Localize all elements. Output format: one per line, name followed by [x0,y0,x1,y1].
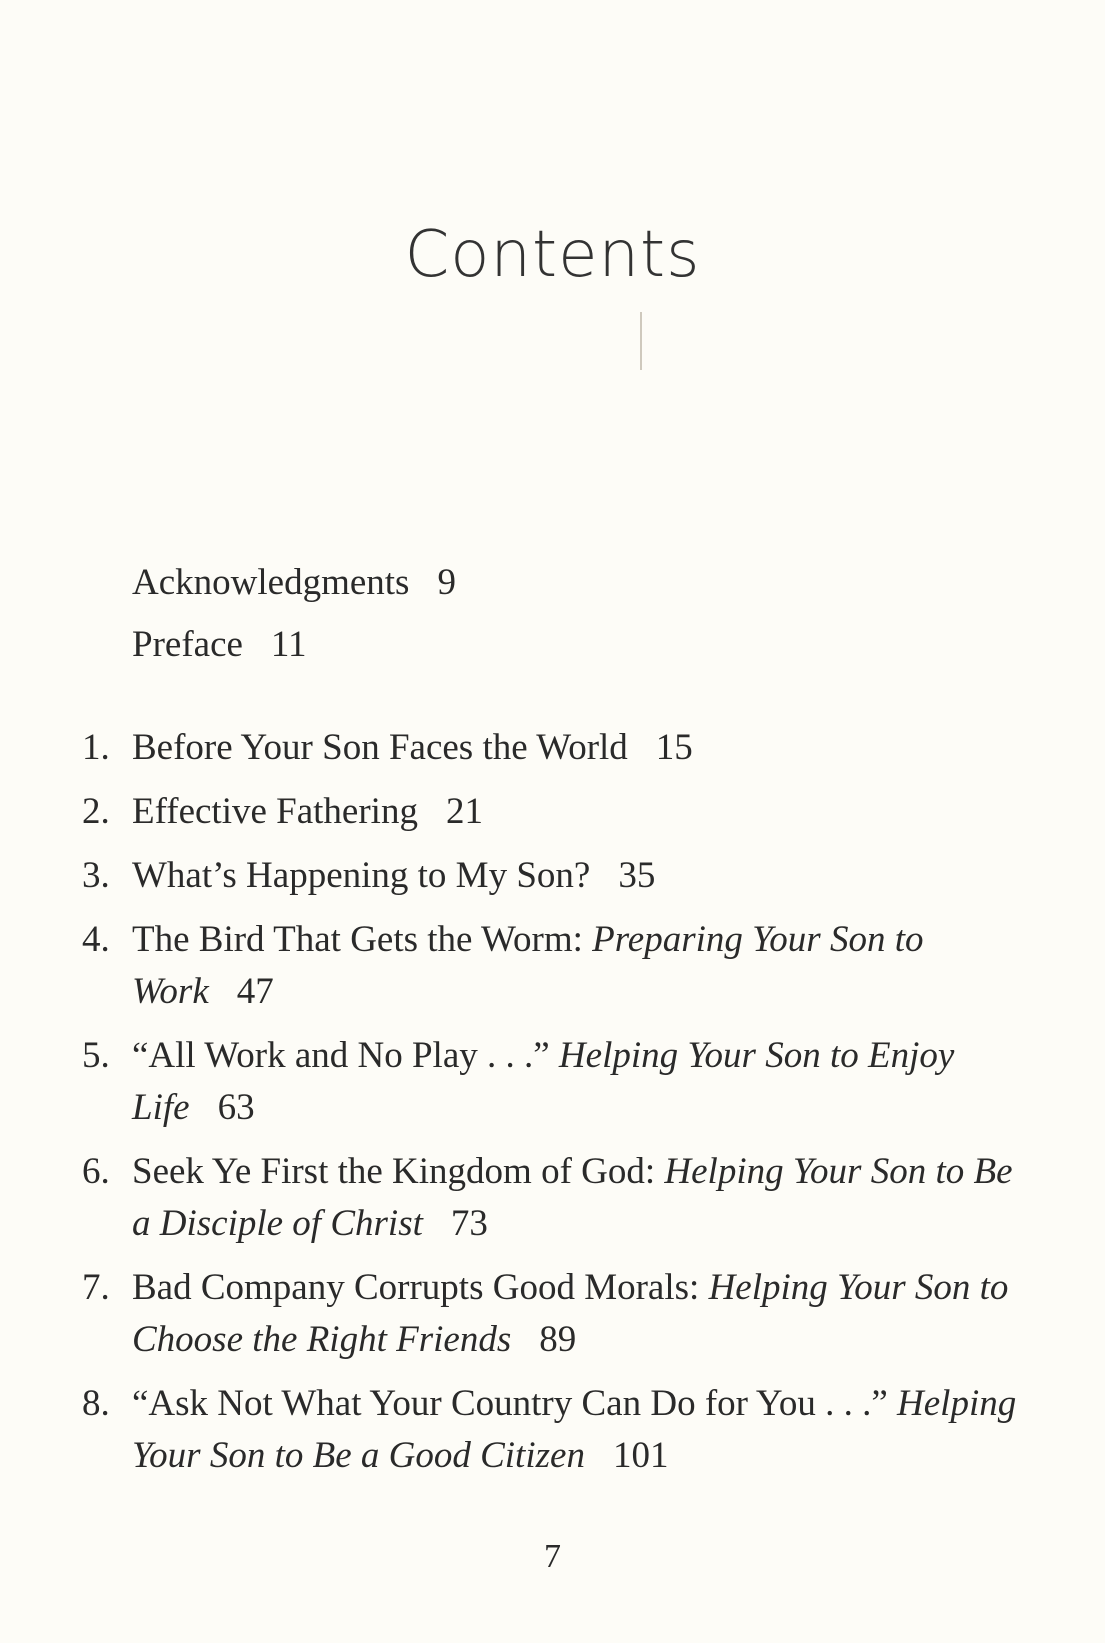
chapter-number: 6. [82,1151,110,1192]
chapter-entry [82,914,1022,1018]
front-matter-item [132,614,456,676]
chapter-page: 101 [612,1435,669,1476]
chapter-entry [82,786,1022,838]
chapter-page: 47 [236,971,274,1012]
chapter-entry [82,1146,1022,1250]
chapter-number: 2. [82,791,110,832]
front-matter-item [132,552,456,614]
chapter-number: 1. [82,727,110,768]
chapter-title: Bad Company Corrupts Good Morals: [132,1267,700,1308]
page-title: Contents [404,218,701,292]
chapter-text [132,722,1022,774]
chapter-page: 15 [655,727,693,768]
chapter-number: 4. [82,919,110,960]
chapter-page: 89 [539,1319,577,1360]
chapter-entry [82,722,1022,774]
chapter-text [132,1262,1022,1366]
front-matter-label: Acknowledgments [132,562,410,603]
chapter-title: “All Work and No Play . . .” [132,1035,550,1076]
chapter-entry [82,1262,1022,1366]
chapter-title: “Ask Not What Your Country Can Do for You . . .” [132,1383,888,1424]
chapter-subtitle: Helping Your Son to Be a Disciple of Christ [132,1151,1013,1244]
chapter-entry [82,1378,1022,1482]
chapter-list [82,722,1022,1494]
chapter-page: 63 [217,1087,255,1128]
front-matter-page: 9 [437,562,456,603]
page-number: 7 [544,1538,561,1575]
chapter-page: 35 [618,855,656,896]
chapter-number: 7. [82,1267,110,1308]
chapter-text [132,850,1022,902]
chapter-subtitle: Helping Your Son to Choose the Right Friends [132,1267,1009,1360]
paper-speck [640,312,642,370]
chapter-subtitle: Helping Your Son to Be a Good Citizen [132,1383,1017,1476]
chapter-text [132,786,1022,838]
chapter-entry [82,1030,1022,1134]
chapter-number: 3. [82,855,110,896]
chapter-number: 8. [82,1383,110,1424]
chapter-page: 73 [450,1203,488,1244]
chapter-entry [82,850,1022,902]
chapter-title: The Bird That Gets the Worm: [132,919,583,960]
chapter-title: Seek Ye First the Kingdom of God: [132,1151,656,1192]
front-matter-label: Preface [132,624,243,665]
chapter-title: Before Your Son Faces the World [132,727,628,768]
chapter-text [132,1378,1022,1482]
chapter-text [132,1030,1022,1134]
chapter-text [132,914,1022,1018]
chapter-subtitle: Preparing Your Son to Work [132,919,924,1012]
chapter-subtitle: Helping Your Son to Enjoy Life [132,1035,955,1128]
chapter-text [132,1146,1022,1250]
front-matter-page: 11 [270,624,307,665]
chapter-title: Effective Fathering [132,791,418,832]
chapter-page: 21 [445,791,483,832]
front-matter-list [132,552,456,676]
chapter-title: What’s Happening to My Son? [132,855,591,896]
chapter-number: 5. [82,1035,110,1076]
